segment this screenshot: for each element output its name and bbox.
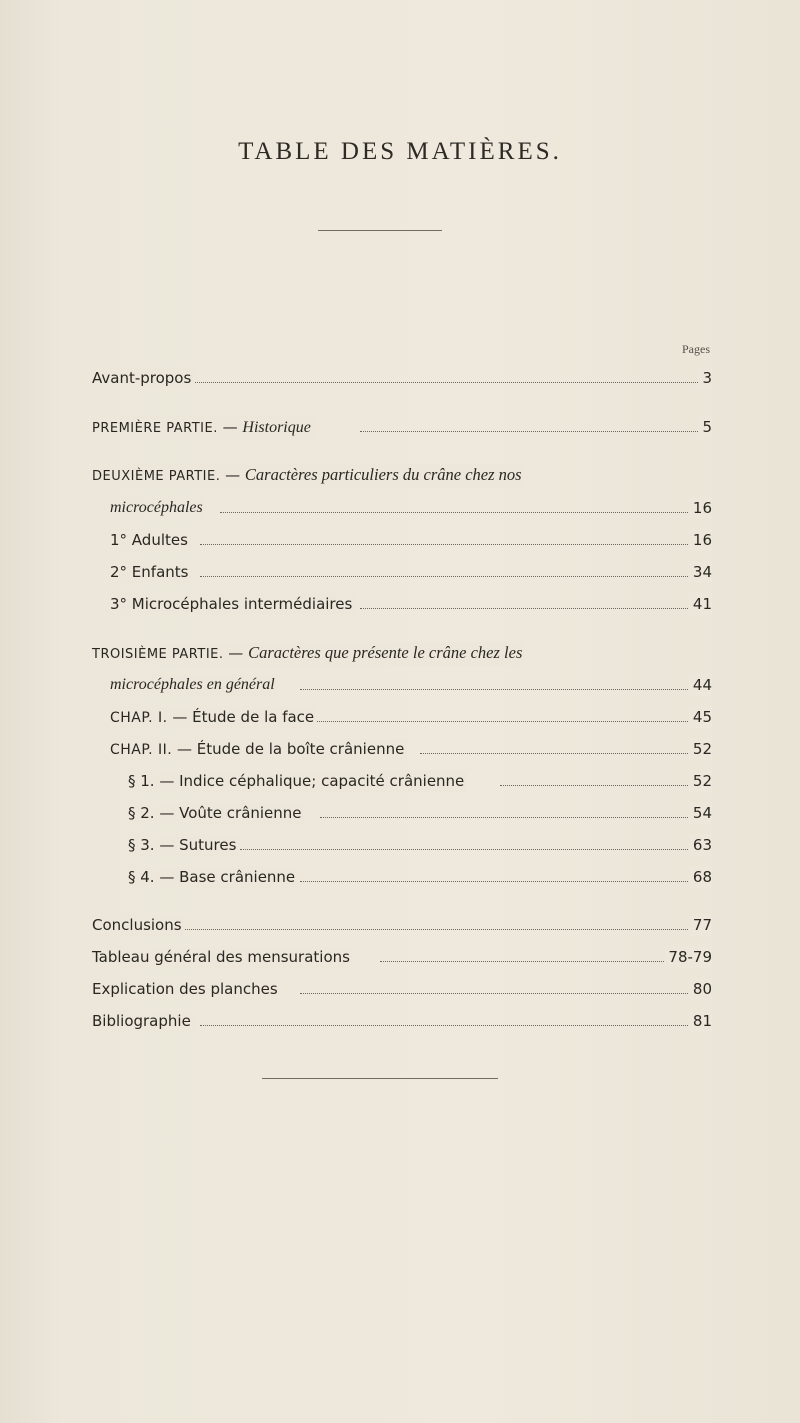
entry-page: 44 [689, 674, 712, 696]
entry-title: Caractères que présente le crâne chez les [248, 643, 523, 662]
entry-page: 63 [689, 834, 712, 856]
title-divider [318, 230, 442, 231]
toc-entry [0, 529, 800, 551]
entry-title: — Étude de la boîte crânienne [172, 740, 405, 758]
entry-title: Bibliographie [92, 1010, 194, 1032]
entry-page: 16 [689, 529, 712, 551]
entry-page: 54 [689, 802, 712, 824]
chapter-label: CHAP. II. [110, 742, 173, 758]
dot-leader [300, 721, 700, 722]
toc-entry [0, 834, 800, 856]
toc-entry [0, 464, 800, 486]
toc-entry [0, 593, 800, 615]
pages-column-header: Pages [682, 342, 710, 356]
dot-leader [380, 961, 690, 962]
entry-title: Historique [242, 419, 311, 436]
entry-page: 3 [698, 367, 712, 389]
toc-entry [0, 497, 800, 519]
dot-leader [180, 929, 700, 930]
entry-page: 5 [698, 416, 712, 438]
entry-dash: — [223, 644, 249, 662]
entry-page: 16 [689, 497, 712, 519]
entry-title: Conclusions [92, 914, 185, 936]
toc-entry [0, 1010, 800, 1032]
dot-leader [200, 544, 700, 545]
part-label: TROISIÈME PARTIE. [92, 647, 224, 662]
entry-title: microcéphales [110, 497, 206, 519]
entry-title: 3° Microcéphales intermédiaires [110, 593, 355, 615]
toc-entry [0, 946, 800, 968]
entry-page: 77 [689, 914, 712, 936]
dot-leader [240, 849, 700, 850]
dot-leader [500, 785, 700, 786]
entry-title: Explication des planches [92, 978, 281, 1000]
dot-leader [300, 993, 700, 994]
toc-entry [0, 416, 800, 438]
toc-entry [0, 738, 800, 760]
page-title: TABLE DES MATIÈRES. [238, 138, 562, 165]
dot-leader [360, 608, 700, 609]
dot-leader [420, 753, 700, 754]
entry-dash: — [217, 418, 243, 436]
entry-page: 52 [689, 738, 712, 760]
dot-leader [220, 512, 700, 513]
dot-leader [300, 689, 700, 690]
entry-page: 80 [689, 978, 712, 1000]
part-label: DEUXIÈME PARTIE. [92, 469, 221, 484]
toc-entry [0, 367, 800, 389]
entry-page: 45 [689, 706, 712, 728]
dot-leader [300, 881, 700, 882]
entry-page: 68 [689, 866, 712, 888]
dot-leader [160, 382, 700, 383]
toc-entry [0, 642, 800, 664]
toc-entry [0, 978, 800, 1000]
entry-page: 41 [689, 593, 712, 615]
entry-page: 52 [689, 770, 712, 792]
entry-title: 2° Enfants [110, 561, 191, 583]
dot-leader [200, 1025, 700, 1026]
entry-title: Avant-propos [92, 367, 194, 389]
entry-title: § 3. — Sutures [128, 834, 239, 856]
entry-title: microcéphales en général [110, 674, 278, 696]
entry-title: § 4. — Base crânienne [128, 866, 298, 888]
toc-entry [0, 561, 800, 583]
entry-title: § 2. — Voûte crânienne [128, 802, 305, 824]
toc-entry [0, 674, 800, 696]
toc-entry [0, 866, 800, 888]
entry-page: 81 [689, 1010, 712, 1032]
entry-title: 1° Adultes [110, 529, 191, 551]
chapter-label: CHAP. I. [110, 710, 168, 726]
toc-entry [0, 770, 800, 792]
toc-entry [0, 706, 800, 728]
entry-title: — Étude de la face [167, 708, 315, 726]
dot-leader [200, 576, 700, 577]
closing-divider [262, 1078, 498, 1079]
entry-title: Tableau général des mensurations [92, 946, 353, 968]
entry-title: Caractères particuliers du crâne chez nos [244, 465, 522, 484]
toc-entry [0, 802, 800, 824]
part-label: PREMIÈRE PARTIE. [92, 421, 218, 436]
entry-page: 78-79 [664, 946, 712, 968]
toc-entry [0, 914, 800, 936]
entry-title: § 1. — Indice céphalique; capacité crânienne [128, 770, 467, 792]
dot-leader [360, 431, 700, 432]
dot-leader [320, 817, 700, 818]
entry-page: 34 [689, 561, 712, 583]
entry-dash: — [220, 466, 245, 484]
